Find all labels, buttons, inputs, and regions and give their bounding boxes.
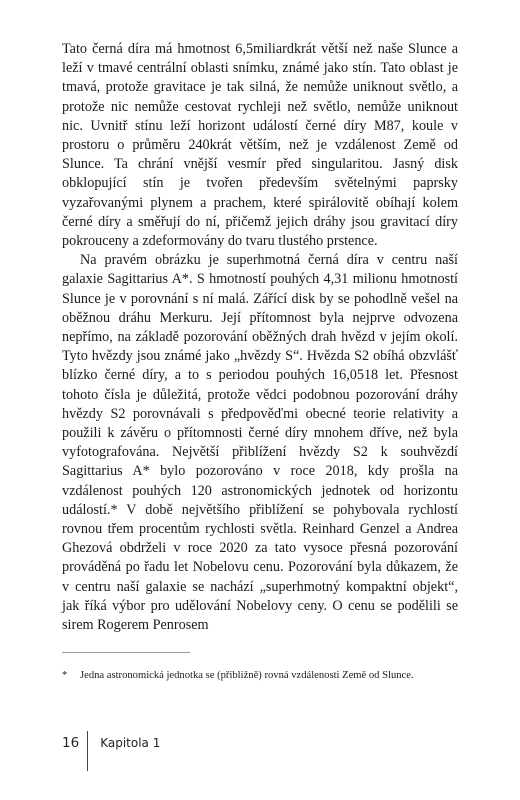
paragraph-1: Tato černá díra má hmotnost 6,5miliardkrát větší než naše Slunce a leží v tmavé centrální oblasti snímku, známé jako stín. Tato oblast je tmavá, protože gravitace je tak silná, že nemůže uniknout světlo, a protože nic nemůže cestovat rychleji než světlo, nemůže uniknout nic. Uvnitř stínu leží horizont událostí černé díry M87, koule v prostoru o průměru 240krát větším, než je vzdálenost Země od Slunce. Ta chrání vnější vesmír před singularitou. Jasný disk obklopující stín je tvořen především světelnými paprsky vyzařovanými plynem a prachem, které spirálovitě obíhají kolem černé díry a směřují do ní, přičemž jejich dráhy jsou gravitací díry pokrouceny a zdeformovány do tvaru tlustého prstence. — [62, 41, 458, 250]
body-text — [62, 40, 458, 635]
footer-divider — [87, 731, 88, 771]
footnote-text: Jedna astronomická jednotka se (přibližně) rovná vzdálenosti Země od Slunce. — [80, 670, 414, 681]
page-number: 16 — [62, 735, 80, 751]
footnote-mark: * — [62, 670, 68, 681]
footnote — [62, 669, 458, 683]
page-footer — [62, 732, 160, 754]
chapter-label: Kapitola 1 — [100, 736, 161, 750]
paragraph-2: Na pravém obrázku je superhmotná černá díra v centru naší galaxie Sagittarius A*. S hmotností pouhých 4,31 milionu hmotností Slunce je v porovnání s ní malá. Zářící disk by se pohodlně vešel na oběžnou dráhu Merkuru. Její přítomnost byla nejprve odvozena nepřímo, na základě pozorování oběžných drah hvězd v jejím okolí. Tyto hvězdy jsou známé jako „hvězdy S“. Hvězda S2 obíhá obzvlášť blízko černé díry, a to s periodou pouhých 16,0518 let. Přesnost tohoto čísla je důležitá, protože vědci podobnou pozorování dráhy hvězdy S2 porovnávali s předpověďmi obecné teorie relativity a použili k závěru o přítomnosti černé díry mnohem dříve, než byla vyfotografována. Největší přiblížení hvězdy S2 k souhvězdí Sagittarius A* bylo pozorováno v roce 2018, kdy prošla na vzdálenost pouhých 120 astronomických jednotek od horizontu událostí.* V době největšího přiblížení se pohybovala rychlostí rovnou třem procentům rychlosti světla. Reinhard Genzel a Andrea Ghezová obdrželi v roce 2020 za tato vysoce přesná pozorování prováděná po řadu let Nobelovu cenu. Pozorování byla důkazem, že v centru naší galaxie se nachází „superhmotný kompaktní objekt“, jak říká výbor pro udělování Nobelovy ceny. O cenu se podělili se sirem Rogerem Penrosem — [62, 252, 458, 634]
footnote-divider — [62, 652, 190, 653]
